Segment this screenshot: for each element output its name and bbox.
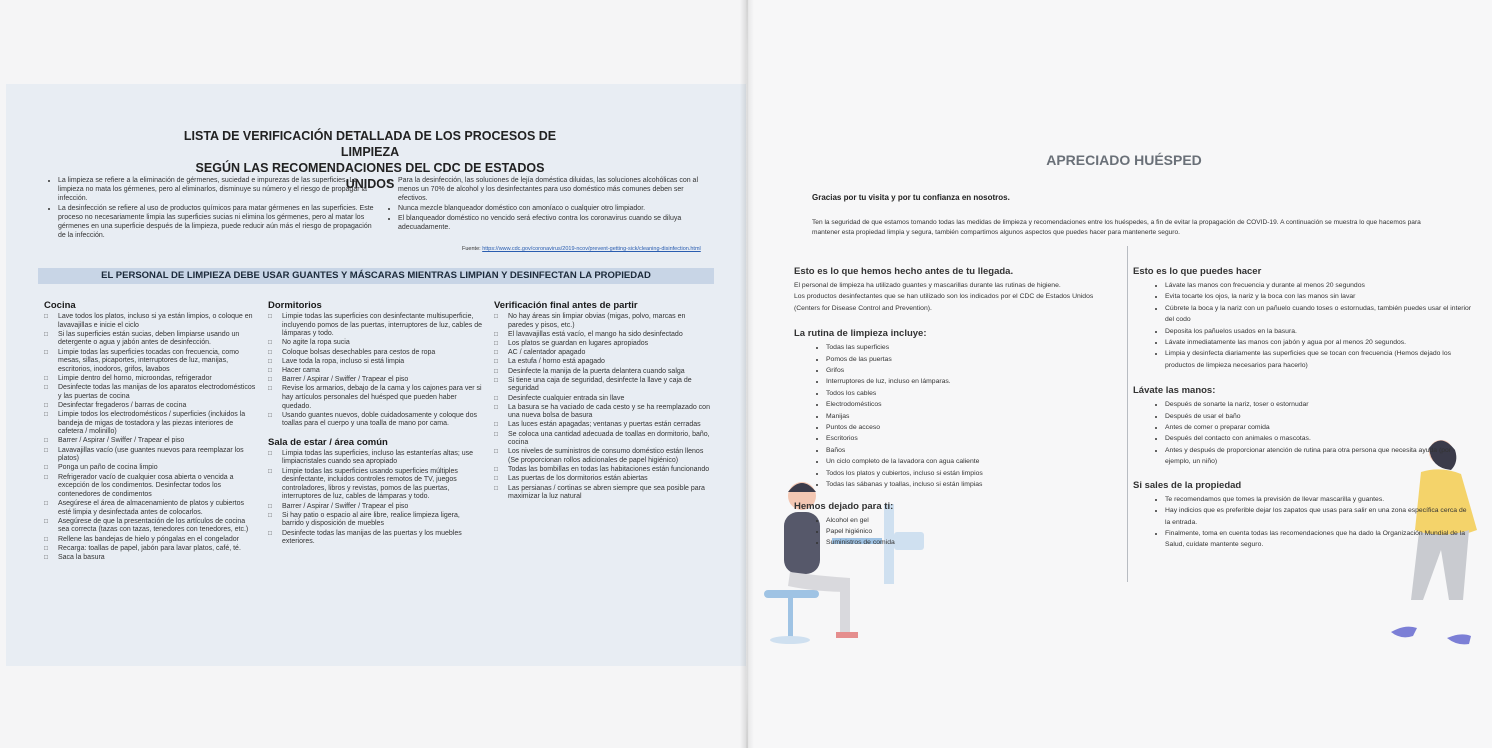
checklist-item: □ Si las superficies están sucias, deben limpiarse usando un detergente o agua y jabón antes de desinfección. — [44, 331, 258, 348]
hecho-line2: Los productos desinfectantes que se han utilizado son los indicados por el CDC de Estados Unidos (Centers for Disease Control and Prevention). — [794, 293, 1094, 312]
source-note — [462, 246, 701, 252]
list-item: • Interruptores de luz, incluso en lámparas. — [826, 376, 1114, 387]
checklist-item: □ Ponga un paño de cocina limpio — [44, 464, 258, 473]
checklist-item: □ Recarga: toallas de papel, jabón para lavar platos, café, té. — [44, 545, 258, 554]
dejado-heading: Hemos dejado para ti: — [794, 500, 894, 512]
checklist-item: □ No hay áreas sin limpiar obvias (migas, polvo, marcas en paredes y pisos, etc.) — [494, 313, 710, 330]
checklist-item: □ Rellene las bandejas de hielo y póngalas en el congelador — [44, 536, 258, 545]
checklist-item: □ Barrer / Aspirar / Swiffer / Trapear el piso — [44, 437, 258, 446]
list-item: • Después del contacto con animales o mascotas. — [1165, 433, 1473, 444]
list-item: • Pomos de las puertas — [826, 354, 1114, 365]
puedes-list — [1133, 280, 1473, 371]
verificacion-heading: Verificación final antes de partir — [494, 300, 638, 311]
checklist-item: □ Barrer / Aspirar / Swiffer / Trapear el piso — [268, 376, 482, 385]
checklist-item: □ Limpie dentro del horno, microondas, refrigerador — [44, 375, 258, 384]
checklist-item: □ Limpie todas las superficies con desinfectante multisuperficie, incluyendo pomos de las puertas, interruptores de luz, cables de lámparas y todo. — [268, 313, 482, 339]
checklist-item: □ Las puertas de los dormitorios están abiertas — [494, 475, 710, 484]
dormitorios-column — [268, 300, 482, 551]
checklist-item: □ Coloque bolsas desechables para cestos de ropa — [268, 349, 482, 358]
checklist-item: □ Limpia todas las superficies, incluso las estanterías altas; use limpiacristales cuando sea apropiado — [268, 450, 482, 467]
list-item: • Baños — [826, 445, 1114, 456]
hecho-heading: Esto es lo que hemos hecho antes de tu llegada. — [794, 266, 1014, 277]
checklist-item: □ Desinfecte cualquier entrada sin llave — [494, 395, 710, 404]
intro-left — [44, 176, 374, 241]
checklist-item: □ Los platos se guardan en lugares apropiados — [494, 340, 710, 349]
sala-list — [268, 450, 482, 547]
rutina-heading: La rutina de limpieza incluye: — [794, 328, 927, 340]
puedes-section — [1133, 266, 1473, 551]
manos-heading: Lávate las manos: — [1133, 385, 1216, 397]
cocina-column — [44, 300, 258, 567]
checklist-item: □ Revise los armarios, debajo de la cama y los cajones para ver si hay artículos personales del huésped que pueden haber quedado. — [268, 385, 482, 411]
checklist-item: □ AC / calentador apagado — [494, 349, 710, 358]
checklist-item: □ Desinfectar fregaderos / barras de cocina — [44, 402, 258, 411]
checklist-item: □ Usando guantes nuevos, doble cuidadosamente y coloque dos toallas para el cuerpo y una toalla de mano por cama. — [268, 412, 482, 429]
checklist-item: □ Asegúrese el área de almacenamiento de platos y cubiertos esté limpia y desinfectada antes de colocarlos. — [44, 500, 258, 517]
intro-item: • La limpieza se refiere a la eliminación de gérmenes, suciedad e impurezas de las superficies. La limpieza no mata los gérmenes, pero al eliminarlos, disminuye su número y el riesgo de propagar la infección. — [58, 176, 374, 203]
list-item: • Después de sonarte la nariz, toser o estornudar — [1165, 399, 1473, 410]
list-item: • Limpia y desinfecta diariamente las superficies que se tocan con frecuencia (Hemos dejado los productos de limpieza necesarios para hacerlo) — [1165, 348, 1473, 371]
list-item: • Todas las superficies — [826, 342, 1114, 353]
column-divider — [1127, 246, 1128, 582]
list-item: • Un ciclo completo de la lavadora con agua caliente — [826, 456, 1114, 467]
checklist-item: □ El lavavajillas está vacío, el mango ha sido desinfectado — [494, 331, 710, 340]
list-item: • Grifos — [826, 365, 1114, 376]
list-item: • Papel higiénico — [826, 526, 1114, 537]
list-item: • Antes de comer o preparar comida — [1165, 422, 1473, 433]
list-item: • Te recomendamos que tomes la previsión de llevar mascarilla y guantes. — [1165, 494, 1473, 505]
checklist-item: □ No agite la ropa sucia — [268, 339, 482, 348]
puedes-heading: Esto es lo que puedes hacer — [1133, 266, 1262, 277]
checklist-item: □ Lave todos los platos, incluso si ya están limpios, o coloque en lavavajillas e inicie el ciclo — [44, 313, 258, 330]
dormitorios-heading: Dormitorios — [268, 300, 322, 311]
sala-heading: Sala de estar / área común — [268, 436, 388, 448]
rutina-list — [794, 342, 1114, 490]
source-label: Fuente: — [462, 246, 481, 252]
list-item: • Antes y después de proporcionar atención de rutina para otra persona que necesita ayuda (por ejemplo, un niño) — [1165, 445, 1473, 468]
intro-item: • La desinfección se refiere al uso de productos químicos para matar gérmenes en las superficies. Este proceso no necesariamente limpia las superficies sucias ni elimina los gérmenes, pero al matar los gérmenes en una superficie después de la limpieza, puede reducir aún más el riesgo de propagación de la infección. — [58, 204, 374, 240]
checklist-item: □ Los niveles de suministros de consumo doméstico están llenos (Se proporcionan rollos adicionales de papel higiénico) — [494, 448, 710, 465]
dejado-list — [794, 515, 1114, 549]
checklist-item: □ Lavavajillas vacío (use guantes nuevos para reemplazar los platos) — [44, 447, 258, 464]
guest-intro: Ten la seguridad de que estamos tomando todas las medidas de limpieza y recomendaciones entre los huéspedes, a fin de evitar la propagación de COVID-19. A continuación se muestra lo que hacemos para mantener esta propiedad limpia y segura, también compartimos algunos aspectos que puedes hacer para mantenerte seguro. — [812, 219, 1421, 236]
manos-list — [1133, 399, 1473, 467]
checklist-item: □ Refrigerador vacío de cualquier cosa abierta o vencida a excepción de los condimentos. Desinfectar todos los contenedores de condimentos — [44, 474, 258, 500]
checklist-item: □ Desinfecte todas las manijas de los aparatos electrodomésticos y las puertas de cocina — [44, 384, 258, 401]
list-item: • Lávate las manos con frecuencia y durante al menos 20 segundos — [1165, 280, 1473, 291]
checklist-item: □ Limpie todas las superficies tocadas con frecuencia, como mesas, sillas, picaportes, interruptores de luz, manijas, escritorios, inodoros, grifos, lavabos — [44, 349, 258, 375]
list-item: • Deposita los pañuelos usados en la basura. — [1165, 326, 1473, 337]
list-item: • Después de usar el baño — [1165, 411, 1473, 422]
checklist-item: □ Hacer cama — [268, 367, 482, 376]
list-item: • Evita tocarte los ojos, la nariz y la boca con las manos sin lavar — [1165, 291, 1473, 302]
list-item: • Escritorios — [826, 433, 1114, 444]
sales-list — [1133, 494, 1473, 551]
checklist-title-line2: SEGÚN LAS RECOMENDACIONES DEL CDC DE ESTADOS UNIDOS — [195, 161, 545, 191]
list-item: • Todos los platos y cubiertos, incluso si están limpios — [826, 468, 1114, 479]
intro-right — [384, 176, 704, 233]
intro-item: • Para la desinfección, las soluciones de lejía doméstica diluidas, las soluciones alcohólicas con al menos un 70% de alcohol y los desinfectantes para uso doméstico más comunes deben ser efectivos. — [398, 176, 704, 203]
checklist-item: □ Las persianas / cortinas se abren siempre que sea posible para maximizar la luz natural — [494, 485, 710, 502]
verificacion-list — [494, 313, 710, 502]
list-item: • Puntos de acceso — [826, 422, 1114, 433]
list-item: • Todas las sábanas y toallas, incluso si están limpias — [826, 479, 1114, 490]
list-item: • Manijas — [826, 411, 1114, 422]
checklist-item: □ Todas las bombillas en todas las habitaciones están funcionando — [494, 466, 710, 475]
checklist-item: □ La basura se ha vaciado de cada cesto y se ha reemplazado con una nueva bolsa de basura — [494, 404, 710, 421]
list-item: • Electrodomésticos — [826, 399, 1114, 410]
checklist-item: □ Si hay patio o espacio al aire libre, realice limpieza ligera, barrido y disposición de muebles — [268, 512, 482, 529]
checklist-item: □ La estufa / horno está apagado — [494, 358, 710, 367]
list-item: • Lávate inmediatamente las manos con jabón y agua por al menos 20 segundos. — [1165, 337, 1473, 348]
dormitorios-list — [268, 313, 482, 429]
checklist-item: □ Lave toda la ropa, incluso si está limpia — [268, 358, 482, 367]
checklist-item: □ Desinfecte la manija de la puerta delantera cuando salga — [494, 368, 710, 377]
thanks-line: Gracias por tu visita y por tu confianza en nosotros. — [812, 193, 1010, 202]
sales-heading: Si sales de la propiedad — [1133, 479, 1242, 491]
checklist-item: □ Limpie todos los electrodomésticos / superficies (incluidos la bandeja de migas de tostadora y las piezas interiores de cafetera / molinillo) — [44, 411, 258, 437]
guest-title: APRECIADO HUÉSPED — [1046, 152, 1202, 168]
list-item: • Alcohol en gel — [826, 515, 1114, 526]
checklist-item: □ Desinfecte todas las manijas de las puertas y los muebles exteriores. — [268, 530, 482, 547]
checklist-item: □ Las luces están apagadas; ventanas y puertas están cerradas — [494, 421, 710, 430]
cocina-heading: Cocina — [44, 300, 76, 311]
verificacion-column — [494, 300, 710, 506]
checklist-item: □ Se coloca una cantidad adecuada de toallas en dormitorio, baño, cocina — [494, 431, 710, 448]
hecho-section — [794, 266, 1114, 549]
list-item: • Cúbrete la boca y la nariz con un pañuelo cuando toses o estornudas, también puedes usar el interior del codo — [1165, 303, 1473, 326]
list-item: • Finalmente, toma en cuenta todas las recomendaciones que ha dado la Organización Mundial de la Salud, cuídate mantente seguro. — [1165, 528, 1473, 551]
intro-item: • El blanqueador doméstico no vencido será efectivo contra los coronavirus cuando se diluya adecuadamente. — [398, 214, 704, 232]
intro-item: • Nunca mezcle blanqueador doméstico con amoníaco o cualquier otro limpiador. — [398, 204, 704, 213]
cocina-list — [44, 313, 258, 563]
list-item: • Hay indicios que es preferible dejar los zapatos que usas para salir en una zona específica cerca de la entrada. — [1165, 505, 1473, 528]
checklist-item: □ Si tiene una caja de seguridad, desinfecte la llave y caja de seguridad — [494, 377, 710, 394]
checklist-item: □ Barrer / Aspirar / Swiffer / Trapear el piso — [268, 503, 482, 512]
checklist-title-line1: LISTA DE VERIFICACIÓN DETALLADA DE LOS PROCESOS DE LIMPIEZA — [183, 129, 557, 159]
hecho-line1: El personal de limpieza ha utilizado guantes y mascarillas durante las rutinas de higiene. — [794, 282, 1061, 289]
list-item: • Suministros de comida — [826, 537, 1114, 548]
checklist-item: □ Saca la basura — [44, 554, 258, 563]
source-link[interactable]: https://www.cdc.gov/coronavirus/2019-ncov/prevent-getting-sick/cleaning-disinfection.html — [482, 246, 701, 252]
list-item: • Todos los cables — [826, 388, 1114, 399]
checklist-item: □ Limpie todas las superficies usando superficies múltiples desinfectante, incluidos controles remotos de TV, juegos controladores, libros y revistas, pomos de las puertas, interruptores de luz, cables de lámparas y todo. — [268, 468, 482, 502]
staff-banner: EL PERSONAL DE LIMPIEZA DEBE USAR GUANTES Y MÁSCARAS MIENTRAS LIMPIAN Y DESINFECTAN LA PROPIEDAD — [38, 268, 714, 284]
checklist-item: □ Asegúrese de que la presentación de los artículos de cocina sea correcta (tazas con tazas, tenedores con tenedores, etc.) — [44, 518, 258, 535]
